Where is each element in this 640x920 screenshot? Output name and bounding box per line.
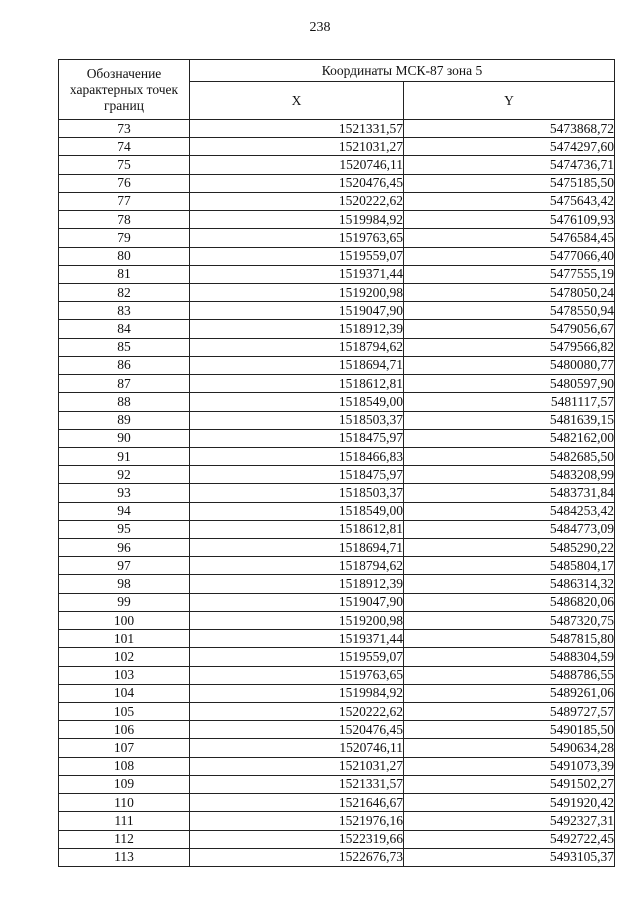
x-coordinate-cell: 1521976,16 xyxy=(190,812,404,830)
point-cell: 110 xyxy=(59,794,190,812)
x-coordinate-cell: 1522319,66 xyxy=(190,830,404,848)
y-coordinate-cell: 5477066,40 xyxy=(404,247,615,265)
y-coordinate-cell: 5481117,57 xyxy=(404,393,615,411)
x-coordinate-cell: 1518912,39 xyxy=(190,320,404,338)
table-row xyxy=(59,539,615,557)
table-row xyxy=(59,703,615,721)
point-cell: 79 xyxy=(59,229,190,247)
x-coordinate-cell: 1519047,90 xyxy=(190,302,404,320)
table-row xyxy=(59,302,615,320)
y-coordinate-cell: 5478050,24 xyxy=(404,283,615,301)
table-row xyxy=(59,120,615,138)
y-coordinate-cell: 5491073,39 xyxy=(404,757,615,775)
y-coordinate-cell: 5480080,77 xyxy=(404,356,615,374)
point-cell: 111 xyxy=(59,812,190,830)
x-coordinate-cell: 1519559,07 xyxy=(190,648,404,666)
y-coordinate-cell: 5491502,27 xyxy=(404,775,615,793)
point-cell: 78 xyxy=(59,211,190,229)
x-coordinate-cell: 1518794,62 xyxy=(190,557,404,575)
table-row xyxy=(59,411,615,429)
y-coordinate-cell: 5484773,09 xyxy=(404,520,615,538)
point-cell: 97 xyxy=(59,557,190,575)
point-cell: 102 xyxy=(59,648,190,666)
point-column-header: Обозначение характерных точек границ xyxy=(59,60,190,120)
point-cell: 76 xyxy=(59,174,190,192)
y-coordinate-cell: 5477555,19 xyxy=(404,265,615,283)
x-coordinate-cell: 1519984,92 xyxy=(190,684,404,702)
y-coordinate-cell: 5479056,67 xyxy=(404,320,615,338)
y-coordinate-cell: 5489727,57 xyxy=(404,703,615,721)
table-row xyxy=(59,830,615,848)
point-cell: 92 xyxy=(59,466,190,484)
table-row xyxy=(59,211,615,229)
x-coordinate-cell: 1518503,37 xyxy=(190,484,404,502)
table-row xyxy=(59,593,615,611)
table-row xyxy=(59,192,615,210)
point-cell: 104 xyxy=(59,684,190,702)
point-cell: 99 xyxy=(59,593,190,611)
x-coordinate-cell: 1520746,11 xyxy=(190,156,404,174)
point-cell: 105 xyxy=(59,703,190,721)
x-coordinate-cell: 1520746,11 xyxy=(190,739,404,757)
point-cell: 80 xyxy=(59,247,190,265)
y-coordinate-cell: 5484253,42 xyxy=(404,502,615,520)
y-coordinate-cell: 5478550,94 xyxy=(404,302,615,320)
point-cell: 81 xyxy=(59,265,190,283)
table-row xyxy=(59,356,615,374)
y-coordinate-cell: 5488304,59 xyxy=(404,648,615,666)
point-cell: 107 xyxy=(59,739,190,757)
point-cell: 83 xyxy=(59,302,190,320)
point-cell: 89 xyxy=(59,411,190,429)
point-cell: 93 xyxy=(59,484,190,502)
x-coordinate-cell: 1518612,81 xyxy=(190,520,404,538)
table-row xyxy=(59,739,615,757)
x-coordinate-cell: 1518612,81 xyxy=(190,375,404,393)
x-coordinate-cell: 1518466,83 xyxy=(190,447,404,465)
x-coordinate-cell: 1519371,44 xyxy=(190,265,404,283)
x-coordinate-cell: 1519200,98 xyxy=(190,283,404,301)
table-body xyxy=(59,120,615,867)
point-cell: 100 xyxy=(59,611,190,629)
y-coordinate-cell: 5489261,06 xyxy=(404,684,615,702)
point-cell: 85 xyxy=(59,338,190,356)
y-coordinate-cell: 5488786,55 xyxy=(404,666,615,684)
y-coordinate-cell: 5492327,31 xyxy=(404,812,615,830)
point-cell: 95 xyxy=(59,520,190,538)
y-coordinate-cell: 5483731,84 xyxy=(404,484,615,502)
point-cell: 94 xyxy=(59,502,190,520)
y-coordinate-cell: 5480597,90 xyxy=(404,375,615,393)
y-coordinate-cell: 5474297,60 xyxy=(404,138,615,156)
x-coordinate-cell: 1519984,92 xyxy=(190,211,404,229)
table-header xyxy=(59,60,615,120)
x-coordinate-cell: 1518549,00 xyxy=(190,502,404,520)
table-row xyxy=(59,684,615,702)
table-row xyxy=(59,484,615,502)
table-row xyxy=(59,502,615,520)
x-coordinate-cell: 1520222,62 xyxy=(190,703,404,721)
y-coordinate-cell: 5486820,06 xyxy=(404,593,615,611)
table-row xyxy=(59,447,615,465)
point-cell: 91 xyxy=(59,447,190,465)
x-coordinate-cell: 1518694,71 xyxy=(190,356,404,374)
y-coordinate-cell: 5475185,50 xyxy=(404,174,615,192)
table-row xyxy=(59,156,615,174)
table-row xyxy=(59,775,615,793)
y-coordinate-cell: 5476109,93 xyxy=(404,211,615,229)
y-coordinate-cell: 5490185,50 xyxy=(404,721,615,739)
table-row xyxy=(59,338,615,356)
y-coordinate-cell: 5490634,28 xyxy=(404,739,615,757)
y-coordinate-cell: 5485804,17 xyxy=(404,557,615,575)
point-cell: 82 xyxy=(59,283,190,301)
table-row xyxy=(59,557,615,575)
table-row xyxy=(59,757,615,775)
y-coordinate-cell: 5475643,42 xyxy=(404,192,615,210)
x-coordinate-cell: 1518475,97 xyxy=(190,429,404,447)
point-cell: 75 xyxy=(59,156,190,174)
table-row xyxy=(59,611,615,629)
table-row xyxy=(59,265,615,283)
y-column-header: Y xyxy=(404,82,615,120)
x-coordinate-cell: 1521031,27 xyxy=(190,757,404,775)
x-coordinate-cell: 1518912,39 xyxy=(190,575,404,593)
table-row xyxy=(59,138,615,156)
table-row xyxy=(59,520,615,538)
table-row xyxy=(59,648,615,666)
x-coordinate-cell: 1519763,65 xyxy=(190,229,404,247)
table-row xyxy=(59,812,615,830)
table-row xyxy=(59,283,615,301)
x-coordinate-cell: 1518694,71 xyxy=(190,539,404,557)
table-row xyxy=(59,630,615,648)
point-cell: 96 xyxy=(59,539,190,557)
table-row xyxy=(59,320,615,338)
x-coordinate-cell: 1522676,73 xyxy=(190,848,404,866)
table-row xyxy=(59,721,615,739)
x-coordinate-cell: 1519047,90 xyxy=(190,593,404,611)
y-coordinate-cell: 5479566,82 xyxy=(404,338,615,356)
point-cell: 113 xyxy=(59,848,190,866)
point-cell: 87 xyxy=(59,375,190,393)
point-cell: 103 xyxy=(59,666,190,684)
x-coordinate-cell: 1521031,27 xyxy=(190,138,404,156)
x-coordinate-cell: 1518794,62 xyxy=(190,338,404,356)
point-cell: 73 xyxy=(59,120,190,138)
y-coordinate-cell: 5491920,42 xyxy=(404,794,615,812)
point-cell: 109 xyxy=(59,775,190,793)
point-cell: 98 xyxy=(59,575,190,593)
point-cell: 90 xyxy=(59,429,190,447)
table-row xyxy=(59,666,615,684)
x-coordinate-cell: 1519200,98 xyxy=(190,611,404,629)
table-row xyxy=(59,848,615,866)
y-coordinate-cell: 5482685,50 xyxy=(404,447,615,465)
y-coordinate-cell: 5486314,32 xyxy=(404,575,615,593)
y-coordinate-cell: 5487815,80 xyxy=(404,630,615,648)
point-cell: 112 xyxy=(59,830,190,848)
table-row xyxy=(59,466,615,484)
table-row xyxy=(59,247,615,265)
point-cell: 88 xyxy=(59,393,190,411)
x-coordinate-cell: 1519763,65 xyxy=(190,666,404,684)
page-number: 238 xyxy=(309,20,331,35)
y-coordinate-cell: 5485290,22 xyxy=(404,539,615,557)
coordinates-table xyxy=(58,59,615,867)
table-row xyxy=(59,575,615,593)
table-row xyxy=(59,229,615,247)
x-coordinate-cell: 1520222,62 xyxy=(190,192,404,210)
point-cell: 74 xyxy=(59,138,190,156)
point-cell: 101 xyxy=(59,630,190,648)
table-row xyxy=(59,794,615,812)
x-coordinate-cell: 1520476,45 xyxy=(190,721,404,739)
x-coordinate-cell: 1521331,57 xyxy=(190,775,404,793)
x-coordinate-cell: 1518503,37 xyxy=(190,411,404,429)
point-cell: 77 xyxy=(59,192,190,210)
table-row xyxy=(59,174,615,192)
y-coordinate-cell: 5476584,45 xyxy=(404,229,615,247)
y-coordinate-cell: 5482162,00 xyxy=(404,429,615,447)
point-cell: 106 xyxy=(59,721,190,739)
point-cell: 108 xyxy=(59,757,190,775)
y-coordinate-cell: 5493105,37 xyxy=(404,848,615,866)
coordinates-group-header: Координаты МСК-87 зона 5 xyxy=(190,60,615,82)
x-coordinate-cell: 1518549,00 xyxy=(190,393,404,411)
y-coordinate-cell: 5473868,72 xyxy=(404,120,615,138)
x-coordinate-cell: 1521646,67 xyxy=(190,794,404,812)
table-row xyxy=(59,375,615,393)
x-column-header: X xyxy=(190,82,404,120)
y-coordinate-cell: 5474736,71 xyxy=(404,156,615,174)
x-coordinate-cell: 1518475,97 xyxy=(190,466,404,484)
table-row xyxy=(59,393,615,411)
x-coordinate-cell: 1520476,45 xyxy=(190,174,404,192)
x-coordinate-cell: 1521331,57 xyxy=(190,120,404,138)
x-coordinate-cell: 1519371,44 xyxy=(190,630,404,648)
point-cell: 86 xyxy=(59,356,190,374)
y-coordinate-cell: 5487320,75 xyxy=(404,611,615,629)
y-coordinate-cell: 5483208,99 xyxy=(404,466,615,484)
point-cell: 84 xyxy=(59,320,190,338)
table-row xyxy=(59,429,615,447)
x-coordinate-cell: 1519559,07 xyxy=(190,247,404,265)
y-coordinate-cell: 5492722,45 xyxy=(404,830,615,848)
y-coordinate-cell: 5481639,15 xyxy=(404,411,615,429)
